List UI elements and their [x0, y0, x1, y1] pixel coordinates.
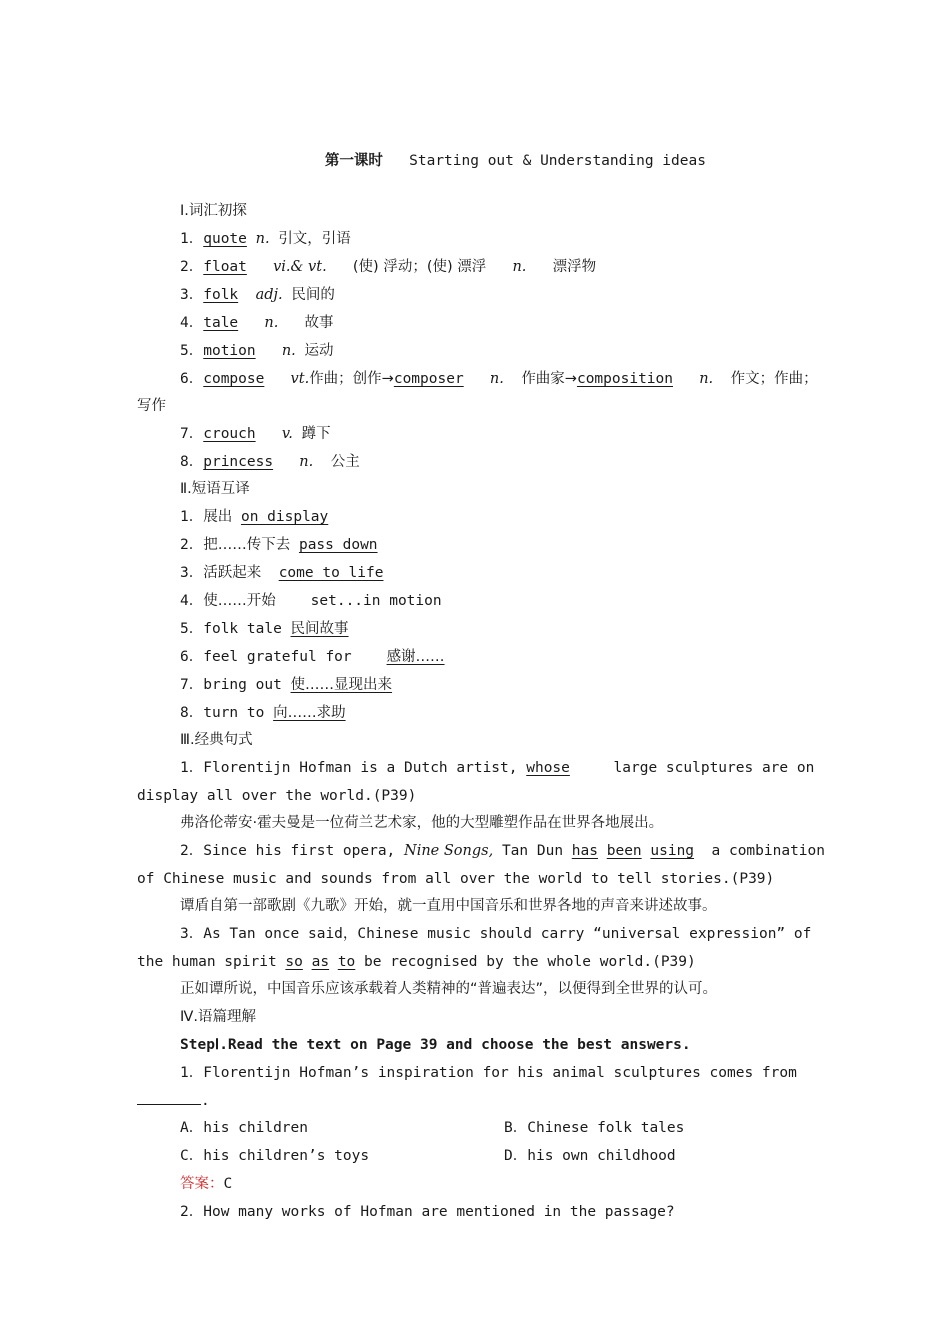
part-of-speech: v. — [281, 426, 293, 442]
vocab-item-6-cont: 写作 — [137, 398, 166, 414]
question-1-blank — [137, 1089, 437, 1113]
option-b: B．Chinese folk tales — [504, 1120, 685, 1136]
section-1-heading: Ⅰ.词汇初探 — [180, 203, 247, 219]
part-of-speech: vt. — [290, 371, 310, 387]
phrase-answer: set...in motion — [310, 593, 442, 609]
item-number: 3． — [180, 565, 204, 581]
option-a: A．his children — [180, 1120, 308, 1136]
sentence-answer: to — [337, 954, 356, 970]
vocab-item-7 — [180, 422, 880, 446]
question-1-stem: 1．Florentijn Hofman’s inspiration for his animal sculptures comes from — [180, 1065, 797, 1081]
part-of-speech: n. — [512, 259, 527, 275]
phrase-prompt: folk tale — [203, 621, 282, 637]
phrase-answer: 民间故事 — [290, 621, 349, 637]
phrase-answer: pass down — [298, 537, 378, 553]
vocab-answer: tale — [203, 315, 239, 331]
part-of-speech: n. — [264, 315, 279, 331]
sentence-2-line-2: of Chinese music and sounds from all over the world to tell stories.(P39) — [137, 871, 775, 887]
phrase-prompt: 活跃起来 — [203, 565, 262, 581]
item-number: 2． — [180, 259, 204, 275]
vocab-meaning: (使) 浮动；(使) 漂浮 — [352, 259, 487, 275]
sentence-1-line-1 — [180, 756, 840, 780]
options-row-1 — [180, 1116, 840, 1140]
phrase-item-5 — [180, 617, 780, 641]
sentence-1-line-2: display all over the world.(P39) — [137, 788, 417, 804]
phrase-item-3 — [180, 561, 780, 585]
sentence-answer: whose — [526, 760, 570, 776]
item-number: 8． — [180, 454, 204, 470]
vocab-answer: float — [203, 259, 247, 275]
vocab-answer: crouch — [203, 426, 256, 442]
option-d: D．his own childhood — [504, 1148, 676, 1164]
sentence-text: a combination — [694, 843, 825, 859]
phrase-item-7 — [180, 673, 780, 697]
phrase-answer: 使……显现出来 — [290, 677, 393, 693]
question-2-stem: 2．How many works of Hofman are mentioned in the passage? — [180, 1204, 675, 1220]
part-of-speech: n. — [489, 371, 504, 387]
vocab-answer: motion — [203, 343, 256, 359]
vocab-answer: compose — [203, 371, 265, 387]
vocab-item-2 — [180, 255, 900, 279]
vocab-item-5 — [180, 339, 880, 363]
sentence-text: Tan Dun — [493, 843, 572, 859]
part-of-speech: vi.& vt. — [273, 259, 327, 275]
sentence-3-translation: 正如谭所说，中国音乐应该承载着人类精神的“普遍表达”，以便得到全世界的认可。 — [180, 981, 718, 997]
phrase-prompt: 使……开始 — [203, 593, 276, 609]
vocab-meaning: 作曲家→ — [521, 371, 577, 387]
phrase-item-2 — [180, 533, 780, 557]
phrase-prompt: turn to — [203, 705, 265, 721]
vocab-item-3 — [180, 283, 880, 307]
item-number: 4． — [180, 315, 204, 331]
part-of-speech: adj. — [255, 287, 283, 303]
title-en: Starting out & Understanding ideas — [409, 153, 706, 169]
section-3-heading: Ⅲ.经典句式 — [180, 732, 253, 748]
sentence-text: the human spirit — [137, 954, 286, 970]
vocab-answer: composition — [576, 371, 673, 387]
sentence-answer: using — [650, 843, 695, 859]
sentence-text: 1．Florentijn Hofman is a Dutch artist, — [180, 760, 527, 776]
title-cn: 第一课时 — [324, 153, 383, 169]
sentence-1-translation: 弗洛伦蒂安·霍夫曼是一位荷兰艺术家，他的大型雕塑作品在世界各地展出。 — [180, 815, 664, 831]
vocab-meaning: 引文，引语 — [278, 231, 351, 247]
sentence-text: large sculptures are on — [569, 760, 815, 776]
item-number: 7． — [180, 426, 204, 442]
item-number: 3． — [180, 287, 204, 303]
vocab-answer: quote — [203, 231, 247, 247]
item-number: 7． — [180, 677, 204, 693]
section-4-heading: Ⅳ.语篇理解 — [180, 1009, 256, 1025]
item-number: 5． — [180, 343, 204, 359]
vocab-item-6 — [180, 367, 830, 391]
item-number: 1． — [180, 231, 204, 247]
phrase-prompt: feel grateful for — [203, 649, 352, 665]
sentence-2-translation: 谭盾自第一部歌剧《九歌》开始，就一直用中国音乐和世界各地的声音来讲述故事。 — [180, 898, 717, 914]
vocab-answer: composer — [393, 371, 464, 387]
sentence-answer: has — [571, 843, 598, 859]
vocab-meaning: 漂浮物 — [552, 259, 597, 275]
sentence-text: be recognised by the whole world.(P39) — [355, 954, 696, 970]
phrase-item-1 — [180, 505, 780, 529]
part-of-speech: n. — [299, 454, 314, 470]
vocab-item-4 — [180, 311, 880, 335]
vocab-item-8 — [180, 450, 880, 474]
phrase-item-8 — [180, 701, 780, 725]
sentence-text: 2．Since his first opera, — [180, 843, 405, 859]
phrase-answer: come to life — [278, 565, 384, 581]
sentence-2-line-1 — [180, 839, 840, 863]
item-number: 2． — [180, 537, 204, 553]
sentence-answer: as — [311, 954, 330, 970]
phrase-item-4 — [180, 589, 780, 613]
phrase-prompt: 展出 — [203, 509, 233, 525]
phrase-prompt: 把……传下去 — [203, 537, 291, 553]
page-title — [290, 125, 890, 169]
phrase-answer: 感谢…… — [386, 649, 445, 665]
answer-value: C — [223, 1176, 233, 1192]
section-2-heading: Ⅱ.短语互译 — [180, 481, 250, 497]
sentence-answer: been — [606, 843, 642, 859]
phrase-prompt: bring out — [203, 677, 282, 693]
vocab-answer: princess — [203, 454, 274, 470]
part-of-speech: n. — [281, 343, 296, 359]
phrase-answer: on display — [240, 509, 329, 525]
sentence-3-line-2 — [137, 950, 837, 974]
vocab-meaning: 运动 — [304, 343, 334, 359]
item-number: 6． — [180, 649, 204, 665]
vocab-meaning: 民间的 — [291, 287, 335, 303]
item-number: 4． — [180, 593, 204, 609]
opera-title: Nine Songs, — [404, 843, 494, 859]
options-row-2 — [180, 1144, 840, 1168]
question-1-answer — [180, 1172, 480, 1196]
vocab-meaning: 作文；作曲； — [730, 371, 818, 387]
item-number: 6． — [180, 371, 204, 387]
vocab-item-1 — [180, 227, 880, 251]
answer-blank — [137, 1090, 201, 1105]
part-of-speech: n. — [255, 231, 270, 247]
vocab-meaning: 公主 — [330, 454, 360, 470]
vocab-meaning: 作曲；创作→ — [309, 371, 394, 387]
part-of-speech: n. — [699, 371, 714, 387]
item-number: 8． — [180, 705, 204, 721]
option-c: C．his children’s toys — [180, 1148, 370, 1164]
item-number: 1． — [180, 509, 204, 525]
vocab-answer: folk — [203, 287, 239, 303]
phrase-answer: 向……求助 — [273, 705, 346, 721]
sentence-answer: so — [285, 954, 303, 970]
vocab-meaning: 故事 — [304, 315, 334, 331]
item-number: 5． — [180, 621, 204, 637]
step-instruction: StepⅠ.Read the text on Page 39 and choose the best answers. — [180, 1037, 691, 1053]
vocab-meaning: 蹲下 — [301, 426, 331, 442]
phrase-item-6 — [180, 645, 780, 669]
sentence-end: . — [201, 1093, 210, 1109]
sentence-3-line-1: 3．As Tan once said，Chinese music should carry “universal expression” of — [180, 926, 812, 942]
answer-label: 答案： — [180, 1176, 224, 1192]
